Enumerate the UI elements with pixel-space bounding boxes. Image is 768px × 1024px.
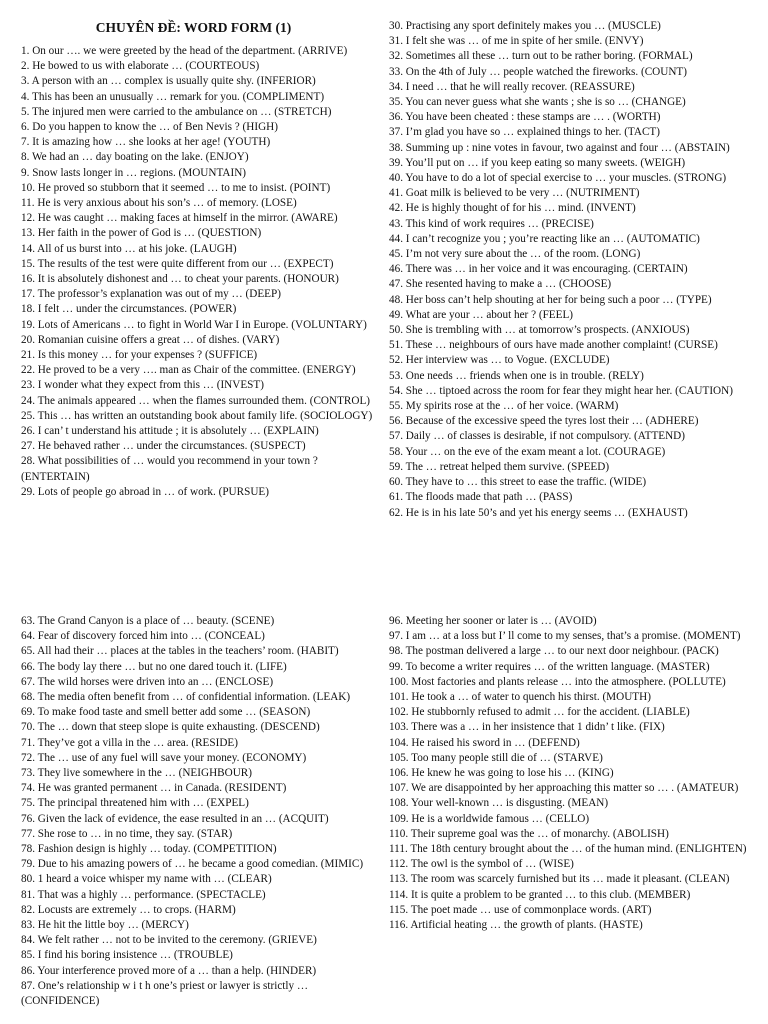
question-item: 73. They live somewhere in the … (NEIGHBOUR) xyxy=(21,767,252,780)
question-item: 85. I find his boring insistence … (TROUBLE) xyxy=(21,949,233,962)
column-top-right xyxy=(389,19,761,521)
question-item: 38. Summing up : nine votes in favour, two against and four … (ABSTAIN) xyxy=(389,141,730,154)
question-item: 74. He was granted permanent … in Canada. (RESIDENT) xyxy=(21,782,287,795)
question-item: 108. Your well-known … is disgusting. (MEAN) xyxy=(389,797,609,810)
question-item: 72. The … use of any fuel will save your money. (ECONOMY) xyxy=(21,751,307,764)
question-item: 16. It is absolutely dishonest and … to cheat your parents. (HONOUR) xyxy=(21,273,339,286)
question-item: 9. Snow lasts longer in … regions. (MOUNTAIN) xyxy=(21,166,247,179)
question-item: 49. What are your … about her ? (FEEL) xyxy=(389,308,574,321)
question-item: 51. These … neighbours of ours have made another complaint! (CURSE) xyxy=(389,339,718,352)
question-item: 2. He bowed to us with elaborate … (COURTEOUS) xyxy=(21,60,260,73)
question-item: 104. He raised his sword in … (DEFEND) xyxy=(389,736,580,749)
question-item: 102. He stubbornly refused to admit … for the accident. (LIABLE) xyxy=(389,706,690,719)
question-item: 60. They have to … this street to ease the traffic. (WIDE) xyxy=(389,476,647,489)
question-item: 17. The professor’s explanation was out of my … (DEEP) xyxy=(21,288,281,301)
question-item: 3. A person with an … complex is usually quite shy. (INFERIOR) xyxy=(21,75,316,88)
question-item: 24. The animals appeared … when the flames surrounded them. (CONTROL) xyxy=(21,394,370,407)
question-item: 55. My spirits rose at the … of her voice. (WARM) xyxy=(389,400,619,413)
question-item: 28. What possibilities of … would you recommend in your town ? (ENTERTAIN) xyxy=(21,455,318,483)
question-item: 103. There was a … in her insistence that 1 didn’ t like. (FIX) xyxy=(389,721,665,734)
question-item: 96. Meeting her sooner or later is … (AVOID) xyxy=(389,615,597,627)
question-item: 29. Lots of people go abroad in … of work. (PURSUE) xyxy=(21,485,269,498)
question-item: 42. He is highly thought of for his … mind. (INVENT) xyxy=(389,202,636,215)
question-item: 80. 1 heard a voice whisper my name with … (CLEAR) xyxy=(21,873,272,886)
question-item: 76. Given the lack of evidence, the ease resulted in an … (ACQUIT) xyxy=(21,812,329,825)
question-item: 112. The owl is the symbol of … (WISE) xyxy=(389,858,574,871)
question-item: 87. One’s relationship w i t h one’s priest or lawyer is strictly … (CONFIDENCE) xyxy=(21,979,309,1008)
question-item: 14. All of us burst into … at his joke. (LAUGH) xyxy=(21,242,237,255)
question-item: 44. I can’t recognize you ; you’re reacting like an … (AUTOMATIC) xyxy=(389,232,700,245)
question-item: 41. Goat milk is believed to be very … (NUTRIMENT) xyxy=(389,187,640,200)
question-item: 5. The injured men were carried to the ambulance on … (STRETCH) xyxy=(21,105,332,118)
question-item: 65. All had their … places at the tables in the teachers’ room. (HABIT) xyxy=(21,645,339,658)
question-item: 56. Because of the excessive speed the tyres lost their … (ADHERE) xyxy=(389,415,699,428)
question-item: 8. We had an … day boating on the lake. (ENJOY) xyxy=(21,151,249,164)
question-item: 50. She is trembling with … at tomorrow’s prospects. (ANXIOUS) xyxy=(389,324,690,337)
question-item: 97. I am … at a loss but I’ ll come to my senses, that’s a promise. (MOMENT) xyxy=(389,630,741,643)
question-item: 71. They’ve got a villa in the … area. (RESIDE) xyxy=(21,736,238,749)
document-title: CHUYÊN ĐỀ: WORD FORM (1) xyxy=(95,20,292,35)
question-item: 19. Lots of Americans … to fight in World War I in Europe. (VOLUNTARY) xyxy=(21,318,367,331)
question-item: 15. The results of the test were quite different from our … (EXPECT) xyxy=(21,257,334,270)
question-item: 86. Your interference proved more of a … than a help. (HINDER) xyxy=(21,964,317,977)
question-item: 4. This has been an unusually … remark for you. (COMPLIMENT) xyxy=(21,90,325,103)
question-item: 31. I felt she was … of me in spite of her smile. (ENVY) xyxy=(389,35,644,48)
question-item: 82. Locusts are extremely … to crops. (HARM) xyxy=(21,903,236,916)
question-item: 53. One needs … friends when one is in trouble. (RELY) xyxy=(389,369,644,382)
question-item: 75. The principal threatened him with … (EXPEL) xyxy=(21,797,249,810)
question-item: 98. The postman delivered a large … to our next door neighbour. (PACK) xyxy=(389,645,719,658)
question-item: 78. Fashion design is highly … today. (COMPETITION) xyxy=(21,843,277,856)
question-item: 46. There was … in her voice and it was encouraging. (CERTAIN) xyxy=(389,263,688,276)
question-item: 68. The media often benefit from … of confidential information. (LEAK) xyxy=(21,691,351,704)
question-item: 59. The … retreat helped them survive. (SPEED) xyxy=(389,460,610,473)
question-item: 30. Practising any sport definitely makes you … (MUSCLE) xyxy=(389,20,661,32)
question-item: 6. Do you happen to know the … of Ben Nevis ? (HIGH) xyxy=(21,121,278,134)
question-item: 107. We are disappointed by her approaching this matter so … . (AMATEUR) xyxy=(389,782,739,795)
question-item: 32. Sometimes all these … turn out to be rather boring. (FORMAL) xyxy=(389,50,693,63)
question-item: 23. I wonder what they expect from this … (INVEST) xyxy=(21,379,264,392)
question-item: 79. Due to his amazing powers of … he became a good comedian. (MIMIC) xyxy=(21,858,364,871)
question-item: 81. That was a highly … performance. (SPECTACLE) xyxy=(21,888,266,901)
question-item: 35. You can never guess what she wants ; she is so … (CHANGE) xyxy=(389,96,686,109)
question-item: 40. You have to do a lot of special exercise to … your muscles. (STRONG) xyxy=(389,172,727,185)
question-item: 7. It is amazing how … she looks at her age! (YOUTH) xyxy=(21,136,271,149)
question-item: 61. The floods made that path … (PASS) xyxy=(389,491,573,504)
question-item: 101. He took a … of water to quench his thirst. (MOUTH) xyxy=(389,691,651,704)
question-item: 106. He knew he was going to lose his … (KING) xyxy=(389,767,614,780)
question-item: 37. I’m glad you have so … explained things to her. (TACT) xyxy=(389,126,660,139)
question-item: 52. Her interview was … to Vogue. (EXCLUDE) xyxy=(389,354,610,367)
column-bottom-right xyxy=(389,614,761,933)
question-item: 114. It is quite a problem to be granted … to this club. (MEMBER) xyxy=(389,888,691,901)
question-item: 109. He is a worldwide famous … (CELLO) xyxy=(389,812,590,825)
column-bottom-left xyxy=(21,614,381,1009)
question-item: 64. Fear of discovery forced him into … (CONCEAL) xyxy=(21,630,265,643)
question-item: 84. We felt rather … not to be invited to the ceremony. (GRIEVE) xyxy=(21,934,317,947)
column-top-left xyxy=(21,44,381,500)
question-item: 113. The room was scarcely furnished but its … made it pleasant. (CLEAN) xyxy=(389,873,730,886)
question-item: 12. He was caught … making faces at himself in the mirror. (AWARE) xyxy=(21,212,338,225)
question-item: 66. The body lay there … but no one dared touch it. (LIFE) xyxy=(21,660,287,673)
question-item: 47. She resented having to make a … (CHOOSE) xyxy=(389,278,612,291)
question-item: 26. I can’ t understand his attitude ; it is absolutely … (EXPLAIN) xyxy=(21,425,319,438)
question-item: 48. Her boss can’t help shouting at her for being such a poor … (TYPE) xyxy=(389,293,712,306)
question-item: 69. To make food taste and smell better add some … (SEASON) xyxy=(21,706,311,719)
question-item: 99. To become a writer requires … of the written language. (MASTER) xyxy=(389,660,710,673)
question-item: 115. The poet made … use of commonplace words. (ART) xyxy=(389,903,652,916)
question-item: 62. He is in his late 50’s and yet his energy seems … (EXHAUST) xyxy=(389,506,688,519)
question-item: 21. Is this money … for your expenses ? (SUFFICE) xyxy=(21,349,258,362)
question-item: 22. He proved to be a very …. man as Chair of the committee. (ENERGY) xyxy=(21,364,356,377)
question-item: 100. Most factories and plants release … into the atmosphere. (POLLUTE) xyxy=(389,675,726,688)
question-item: 58. Your … on the eve of the exam meant a lot. (COURAGE) xyxy=(389,445,666,458)
question-item: 13. Her faith in the power of God is … (QUESTION) xyxy=(21,227,262,240)
question-item: 77. She rose to … in no time, they say. (STAR) xyxy=(21,827,233,840)
question-item: 18. I felt … under the circumstances. (POWER) xyxy=(21,303,237,316)
question-item: 43. This kind of work requires … (PRECISE) xyxy=(389,217,594,230)
question-item: 20. Romanian cuisine offers a great … of dishes. (VARY) xyxy=(21,333,280,346)
question-item: 45. I’m not very sure about the … of the room. (LONG) xyxy=(389,248,641,261)
question-item: 1. On our …. we were greeted by the head of the department. (ARRIVE) xyxy=(21,45,348,57)
question-item: 39. You’ll put on … if you keep eating so many sweets. (WEIGH) xyxy=(389,156,686,169)
question-item: 116. Artificial heating … the growth of plants. (HASTE) xyxy=(389,919,643,932)
question-item: 36. You have been cheated : these stamps are … . (WORTH) xyxy=(389,111,661,124)
question-item: 110. Their supreme goal was the … of monarchy. (ABOLISH) xyxy=(389,827,669,840)
question-item: 105. Too many people still die of … (STARVE) xyxy=(389,751,603,764)
question-item: 67. The wild horses were driven into an … (ENCLOSE) xyxy=(21,675,274,688)
question-item: 10. He proved so stubborn that it seemed … to me to insist. (POINT) xyxy=(21,181,331,194)
question-item: 33. On the 4th of July … people watched the fireworks. (COUNT) xyxy=(389,65,687,78)
question-item: 25. This … has written an outstanding book about family life. (SOCIOLOGY) xyxy=(21,409,373,422)
question-item: 63. The Grand Canyon is a place of … beauty. (SCENE) xyxy=(21,615,275,627)
question-item: 11. He is very anxious about his son’s … of memory. (LOSE) xyxy=(21,197,297,210)
question-item: 34. I need … that he will really recover. (REASSURE) xyxy=(389,80,635,93)
question-item: 54. She … tiptoed across the room for fear they might hear her. (CAUTION) xyxy=(389,384,733,397)
question-item: 27. He behaved rather … under the circumstances. (SUSPECT) xyxy=(21,440,306,453)
question-item: 57. Daily … of classes is desirable, if not compulsory. (ATTEND) xyxy=(389,430,685,443)
question-item: 70. The … down that steep slope is quite exhausting. (DESCEND) xyxy=(21,721,320,734)
question-item: 111. The 18th century brought about the … of the human mind. (ENLIGHTEN) xyxy=(389,843,747,856)
question-item: 83. He hit the little boy … (MERCY) xyxy=(21,919,189,932)
